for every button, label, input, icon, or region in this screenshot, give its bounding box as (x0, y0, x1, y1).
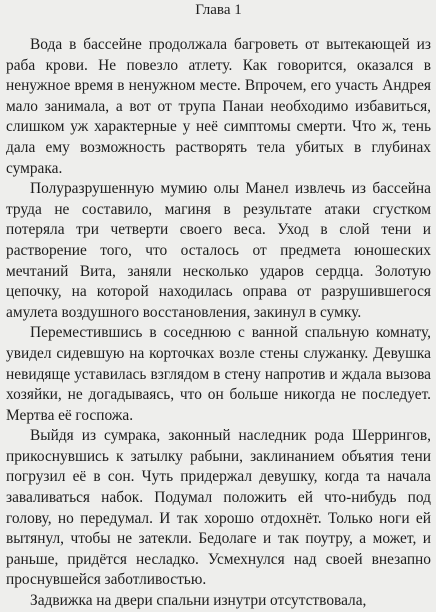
paragraph-3: Переместившись в соседнюю с ванной спальную комнату, увидел сидевшую на корточках возле стены служанку. Девушка невидяще уставилась взглядом в стену напротив и ждала вызова хозяйки, не догадываясь, что он больше никогда не последует. Мертва её госпожа. (6, 324, 431, 424)
paragraph-5: Задвижка на двери спальни изнутри отсутствовала, (30, 592, 367, 610)
paragraph-1: Вода в бассейне продолжала багроветь от вытекающей из раба крови. Не повезло атлету. Как говорится, оказался в ненужное время в ненужном месте. Впрочем, его участь Андрея мало занимала, а вот от трупа Панаи необходимо избавиться, слишком уж характерные у неё симптомы смерти. Что ж, тень дала ему возможность растворять тела убитых в глубинах сумрака. (6, 36, 431, 177)
paragraph-4: Выйдя из сумрака, законный наследник рода Шеррингов, прикоснувшись к затылку рабыни, заклинанием объятия тени погрузил её в сон. Чуть придержал девушку, когда та начала заваливаться набок. Подумал положить ей что-нибудь под голову, но передумал. И так хорошо отдохнёт. Только ноги ей вытянул, чтобы не затекли. Бедолаге и так поутру, а может, и раньше, придётся несладко. Усмехнулся над своей внезапно проснувшейся заботливостью. (6, 427, 431, 589)
paragraph-2: Полуразрушенную мумию олы Манел извлечь из бассейна труда не составило, магиня в результате атаки сгустком потеряла три четверти своего веса. Уход в слой тени и растворение того, что осталось от предмета юношеских мечтаний Вита, заняли несколько ударов сердца. Золотую цепочку, на которой находилась оправа от разрушившегося амулета воздушного восстановления, закинул в сумку. (6, 180, 431, 321)
chapter-body (6, 35, 431, 612)
chapter-title: Глава 1 (195, 2, 242, 18)
